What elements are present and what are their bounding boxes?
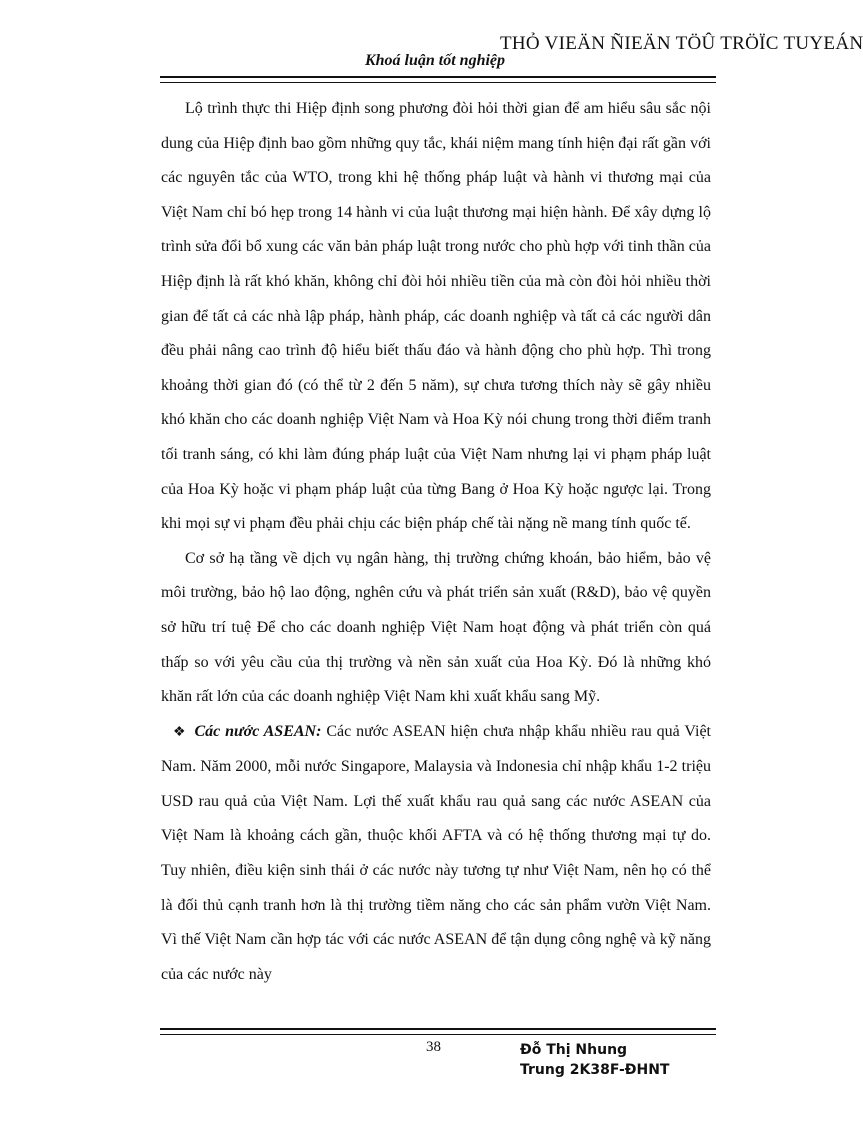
footer-divider	[160, 1028, 716, 1035]
page-header-title: Khoá luận tốt nghiệp	[364, 52, 506, 69]
author-class: Trung 2K38F-ĐHNT	[520, 1062, 670, 1078]
diamond-bullet-icon: ❖	[173, 724, 187, 740]
document-body	[161, 92, 711, 992]
bullet-text: Các nước ASEAN hiện chưa nhập khẩu nhiều rau quả Việt Nam. Năm 2000, mỗi nước Singapore, Malaysia và Indonesia chỉ nhập khẩu 1-2 triệu USD rau quả của Việt Nam. Lợi thế xuất khẩu rau quả sang các nước ASEAN của Việt Nam là khoảng cách gần, thuộc khối AFTA và có hệ thống thương mại tự do. Tuy nhiên, điều kiện sinh thái ở các nước này tương tự như Việt Nam, nên họ có thể là đối thủ cạnh tranh hơn là thị trường tiềm năng cho các sản phẩm vườn Việt Nam. Vì thế Việt Nam cần hợp tác với các nước ASEAN để tận dụng công nghệ và kỹ năng của các nước này	[161, 722, 711, 983]
header-divider	[160, 76, 716, 83]
page-number: 38	[426, 1039, 441, 1055]
bullet-paragraph	[161, 715, 711, 993]
bullet-title: Các nước ASEAN:	[194, 722, 322, 740]
footer-author	[520, 1040, 669, 1080]
paragraph-2: Cơ sở hạ tầng về dịch vụ ngân hàng, thị trường chứng khoán, bảo hiểm, bảo vệ môi trường, bảo hộ lao động, nghên cứu và phát triển sản xuất (R&D), bảo vệ quyền sở hữu trí tuệ Để cho các doanh nghiệp Việt Nam hoạt động và phát triển còn quá thấp so với yêu cầu của thị trường và nền sản xuất của Hoa Kỳ. Đó là những khó khăn rất lớn của các doanh nghiệp Việt Nam khi xuất khẩu sang Mỹ.	[161, 549, 711, 706]
watermark-text: THỎ VIEÄN ÑIEÄN TÖÛ TRÖÏC TUYEÁN	[500, 33, 863, 54]
author-name: Đỗ Thị Nhung	[520, 1042, 628, 1058]
paragraph-1: Lộ trình thực thi Hiệp định song phương đòi hỏi thời gian để am hiểu sâu sắc nội dung của Hiệp định bao gồm những quy tắc, khái niệm mang tính hiện đại rất gần với các nguyên tắc của WTO, trong khi hệ thống pháp luật và hành vi thương mại của Việt Nam chỉ bó hẹp trong 14 hành vi của luật thương mại hiện hành. Để xây dựng lộ trình sửa đổi bổ xung các văn bản pháp luật trong nước cho phù hợp với tinh thần của Hiệp định là rất khó khăn, không chỉ đòi hỏi nhiều tiền của mà còn đòi hỏi nhiều thời gian để tất cả các nhà lập pháp, hành pháp, các doanh nghiệp và tất cả các người dân đều phải nâng cao trình độ hiểu biết thấu đáo và hành động cho phù hợp. Thì trong khoảng thời gian đó (có thể từ 2 đến 5 năm), sự chưa tương thích này sẽ gây nhiều khó khăn cho các doanh nghiệp Việt Nam và Hoa Kỳ nói chung trong thời điểm tranh tối tranh sáng, có khi làm đúng pháp luật của Việt Nam nhưng lại vi phạm pháp luật của Hoa Kỳ hoặc vi phạm pháp luật của từng Bang ở Hoa Kỳ hoặc ngược lại. Trong khi mọi sự vi phạm đều phải chịu các biện pháp chế tài nặng nề mang tính quốc tế.	[161, 100, 711, 533]
